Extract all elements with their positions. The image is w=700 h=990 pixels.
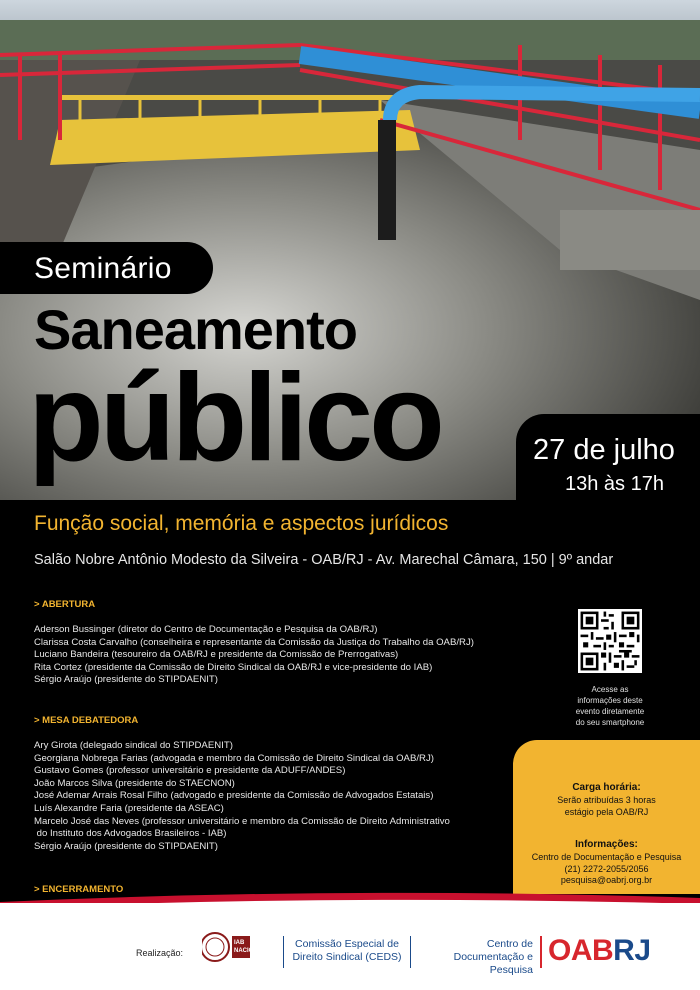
carga-horaria-block: Carga horária: Serão atribuídas 3 horas estágio pela OAB/RJ (513, 781, 700, 818)
list-item: José Ademar Arrais Rosal Filho (advogado e presidente da Comissão de Advogados Estatais) (34, 790, 434, 802)
informacoes-block: Informações: Centro de Documentação e Pesquisa (21) 2272-2055/2056 pesquisa@oabrj.org.br (513, 838, 700, 887)
section-heading-encerramento: > ENCERRAMENTO (34, 884, 124, 895)
list-item: João Marcos Silva (presidente do STAECNON) (34, 777, 235, 789)
event-date: 27 de julho (533, 434, 675, 466)
mesa-debatedora-list (34, 740, 534, 853)
seminar-label: Seminário (34, 252, 172, 285)
list-item: Rita Cortez (presidente da Comissão de Direito Sindical da OAB/RJ e vice-presidente do IAB) (34, 661, 433, 673)
title-line-2: público (28, 349, 441, 487)
list-item: Luciano Bandeira (tesoureiro da OAB/RJ e presidente da Comissão de Prerrogativas) (34, 649, 399, 661)
list-item: Marcelo José das Neves (professor universitário e membro da Comissão de Direito Administrativo (34, 815, 450, 827)
subtitle: Função social, memória e aspectos jurídicos (34, 512, 449, 535)
list-item: Luís Alexandre Faria (presidente da ASEAC) (34, 802, 224, 814)
list-item: do Instituto dos Advogados Brasileiros - IAB) (34, 828, 227, 840)
realizacao-label: Realização: (136, 948, 184, 958)
carga-horaria-title: Carga horária: (572, 782, 641, 793)
divider (540, 936, 542, 968)
list-item: Clarissa Costa Carvalho (conselheira e representante da Comissão da Justiça do Trabalho da OAB/RJ) (34, 636, 474, 648)
iab-logo: IAB NACIONAL (202, 930, 250, 964)
cdp-logo: Centro de Documentação e Pesquisa (453, 938, 533, 976)
venue: Salão Nobre Antônio Modesto da Silveira - OAB/RJ - Av. Marechal Câmara, 150 | 9º andar (34, 552, 614, 568)
section-heading-abertura: > ABERTURA (34, 599, 96, 610)
contact-email[interactable]: pesquisa@oabrj.org.br (560, 875, 653, 885)
list-item: Gustavo Gomes (professor universitário e presidente da ADUFF/ANDES) (34, 765, 346, 777)
section-heading-mesa-debatedora: > MESA DEBATEDORA (34, 715, 139, 726)
list-item: Ary Girota (delegado sindical do STIPDAENIT) (34, 740, 233, 751)
informacoes-title: Informações: (575, 839, 638, 850)
list-item: Georgiana Nobrega Farias (advogada e membro da Comissão de Direito Sindical da OAB/RJ) (34, 752, 434, 764)
qr-code[interactable] (578, 609, 642, 673)
ceds-logo: Comissão Especial de Direito Sindical (CEDS) (292, 938, 402, 963)
list-item: Sérgio Araújo (presidente do STIPDAENIT) (34, 840, 218, 852)
divider (283, 936, 284, 968)
list-item: Aderson Bussinger (diretor do Centro de Documentação e Pesquisa da OAB/RJ) (34, 624, 378, 635)
qr-caption: Acesse as informações deste evento diretamente do seu smartphone (575, 685, 645, 727)
list-item: Sérgio Araújo (presidente do STIPDAENIT) (34, 674, 218, 686)
title-line-1: Saneamento (34, 298, 357, 361)
oabrj-logo: OABRJ (548, 934, 651, 967)
abertura-list (34, 624, 534, 687)
event-time: 13h às 17h (565, 473, 664, 495)
